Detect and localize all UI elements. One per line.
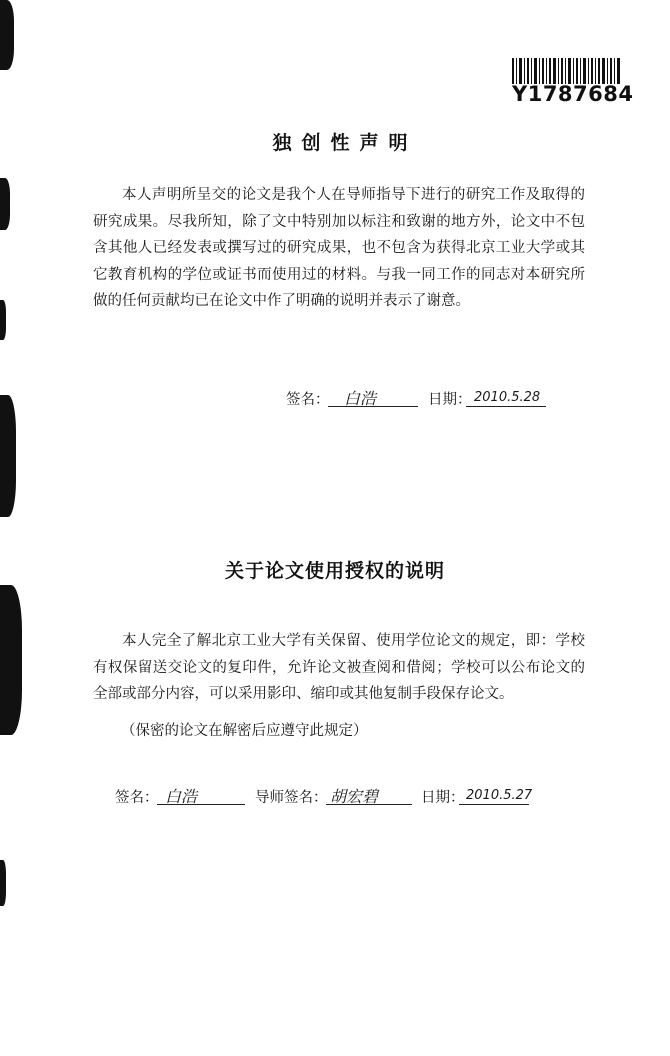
declaration-title: 独创性声明: [272, 132, 418, 154]
scan-edge-mark: [0, 0, 14, 70]
handwritten-signature: 白浩: [165, 787, 198, 806]
scan-edge-mark: [0, 178, 10, 230]
date-line: [466, 406, 546, 407]
date-label: 日期：: [421, 790, 465, 806]
handwritten-signature: 白浩: [344, 389, 377, 408]
barcode-number: Y1787684: [512, 82, 634, 106]
scan-edge-mark: [0, 585, 22, 735]
declaration-body: 本人声明所呈交的论文是我个人在导师指导下进行的研究工作及取得的研究成果。尽我所知，除了文中特别加以标注和致谢的地方外，论文中不包含其他人已经发表或撰写过的研究成果，也不包含为获得北京工业大学或其它教育机构的学位或证书而使用过的材料。与我一同工作的同志对本研究所做的任何贡献均已在论文中作了明确的说明并表示了谢意。: [93, 187, 585, 309]
barcode: [511, 58, 621, 84]
date-line: [459, 804, 529, 805]
authorization-body: 本人完全了解北京工业大学有关保留、使用学位论文的规定，即：学校有权保留送交论文的复印件，允许论文被查阅和借阅；学校可以公布论文的全部或部分内容，可以采用影印、缩印或其他复制手段保存论文。: [93, 633, 585, 702]
confidentiality-note: （保密的论文在解密后应遵守此规定）: [121, 723, 368, 739]
declaration-signature-row: [0, 388, 670, 412]
advisor-signature-label: 导师签名：: [255, 790, 328, 806]
scan-edge-mark: [0, 395, 16, 517]
signature-label: 签名：: [115, 790, 159, 806]
authorization-signature-row: [0, 786, 670, 810]
scan-edge-mark: [0, 860, 6, 906]
scan-edge-mark: [0, 300, 6, 340]
date-label: 日期：: [428, 392, 472, 408]
signature-label: 签名：: [286, 392, 330, 408]
authorization-title: 关于论文使用授权的说明: [224, 560, 445, 582]
handwritten-advisor-signature: 胡宏碧: [330, 787, 379, 806]
handwritten-date: 2010.5.28: [474, 390, 541, 405]
handwritten-date: 2010.5.27: [466, 788, 533, 803]
